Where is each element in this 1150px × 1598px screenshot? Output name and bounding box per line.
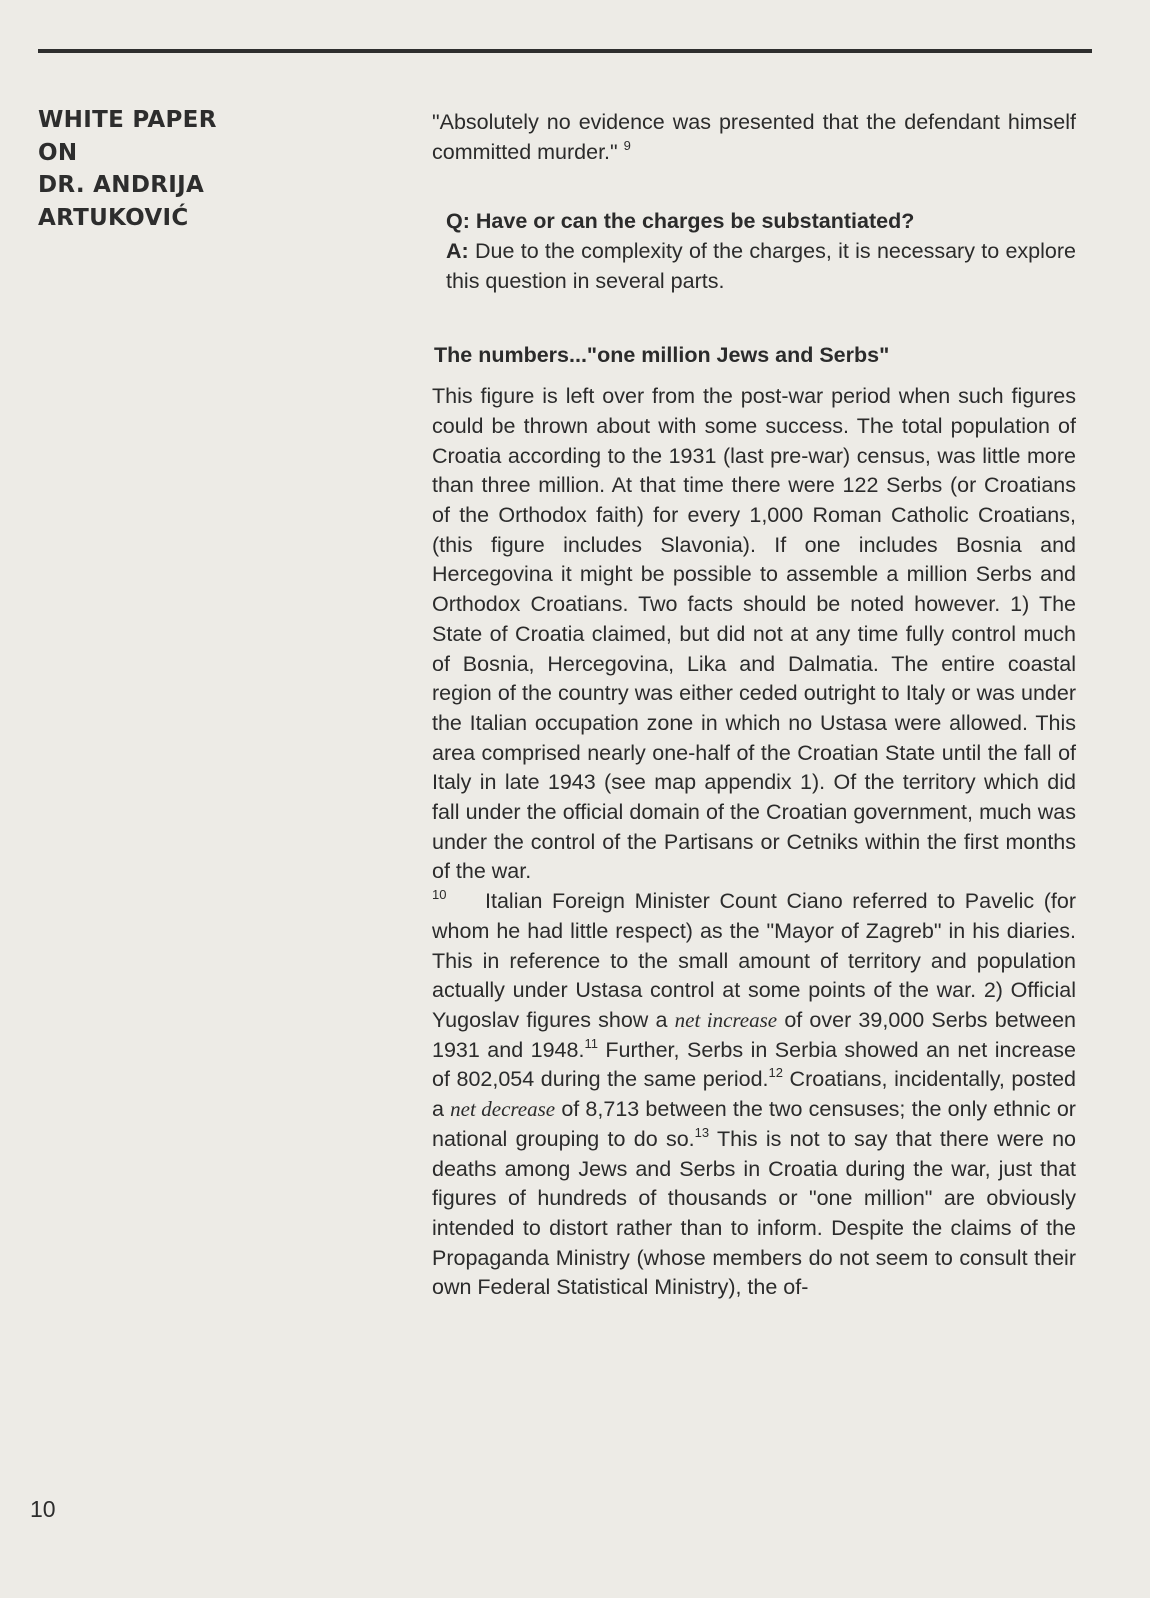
answer-line <box>446 237 1076 296</box>
body-text-p3: of over 39,000 Serbs between 1931 and 1948. <box>432 1007 1076 1062</box>
main-text-column <box>432 108 1076 1303</box>
body-text-p2: Italian Foreign Minister Count Ciano referred to Pavelic (for whom he had little respect) as the "Mayor of Zagreb" in his diaries. This in reference to the small amount of territory and population actually under Ustasa control at some points of the war. 2) Official Yugoslav figures show a <box>432 889 1076 1032</box>
side-title <box>38 104 298 234</box>
footnote-9: 9 <box>623 137 631 153</box>
body-text-p1: This figure is left over from the post-war period when such figures could be thrown about with some success. The total population of Croatia according to the 1931 (last pre-war) census, was little more than three million. At that time there were 122 Serbs (or Croatians of the Orthodox faith) for every 1,000 Roman Catholic Croatians, (this figure includes Slavonia). If one includes Bosnia and Hercegovina it might be possible to assemble a million Serbs and Orthodox Croatians. Two facts should be noted however. 1) The State of Croatia claimed, but did not at any time fully control much of Bosnia, Hercegovina, Lika and Dalmatia. The entire coastal region of the country was either ceded outright to Italy or was under the Italian occupation zone in which no Ustasa were allowed. This area comprised nearly one-half of the Croatian State until the fall of Italy in late 1943 (see map appendix 1). Of the territory which did fall under the official domain of the Croatian government, much was under the control of the Partisans or Cetniks within the first months of the war. <box>432 384 1076 884</box>
side-title-line-2: ON <box>38 139 78 166</box>
side-title-line-1: WHITE PAPER <box>38 107 217 133</box>
footnote-11: 11 <box>584 1035 598 1051</box>
question-line <box>446 207 1076 237</box>
a-label: A: <box>446 239 469 264</box>
body-paragraph <box>432 382 1076 1303</box>
quote-paragraph <box>432 108 1076 167</box>
footnote-10: 10 <box>432 887 447 903</box>
footnote-13: 13 <box>694 1124 710 1140</box>
answer-text: Due to the complexity of the charges, it is necessary to explore this question in several parts. <box>446 239 1076 293</box>
side-title-line-3: DR. ANDRIJA <box>38 172 205 198</box>
qa-block <box>446 207 1076 296</box>
body-text-p7: This is not to say that there were no deaths among Jews and Serbs in Croatia during the war, just that figures of hundreds of thousands or "one million" are obviously intended to distort rather than to inform. Despite the claims of the Propaganda Ministry (whose members do not seem to consult their own Federal Statistical Ministry), the of- <box>432 1126 1076 1300</box>
page-number: 10 <box>30 1496 56 1522</box>
footnote-12: 12 <box>768 1065 783 1081</box>
body-text-p4: Further, Serbs in Serbia showed an net increase of 802,054 during the same period. <box>432 1037 1076 1092</box>
quote-text: "Absolutely no evidence was presented that the defendant himself committed murder." <box>432 110 1076 164</box>
italic-net-increase: net increase <box>674 1007 778 1032</box>
question-text: Have or can the charges be substantiated? <box>475 209 915 234</box>
top-rule <box>38 49 1092 53</box>
italic-net-decrease: net decrease <box>450 1097 556 1122</box>
body-text-p6: of 8,713 between the two censuses; the only ethnic or national grouping to do so. <box>432 1097 1076 1151</box>
section-heading: The numbers..."one million Jews and Serbs" <box>434 342 890 367</box>
side-title-line-4: ARTUKOVIĆ <box>38 204 189 231</box>
body-text <box>432 382 1076 1303</box>
q-label: Q: <box>446 209 470 234</box>
body-text-p5: Croatians, incidentally, posted a <box>432 1067 1076 1122</box>
